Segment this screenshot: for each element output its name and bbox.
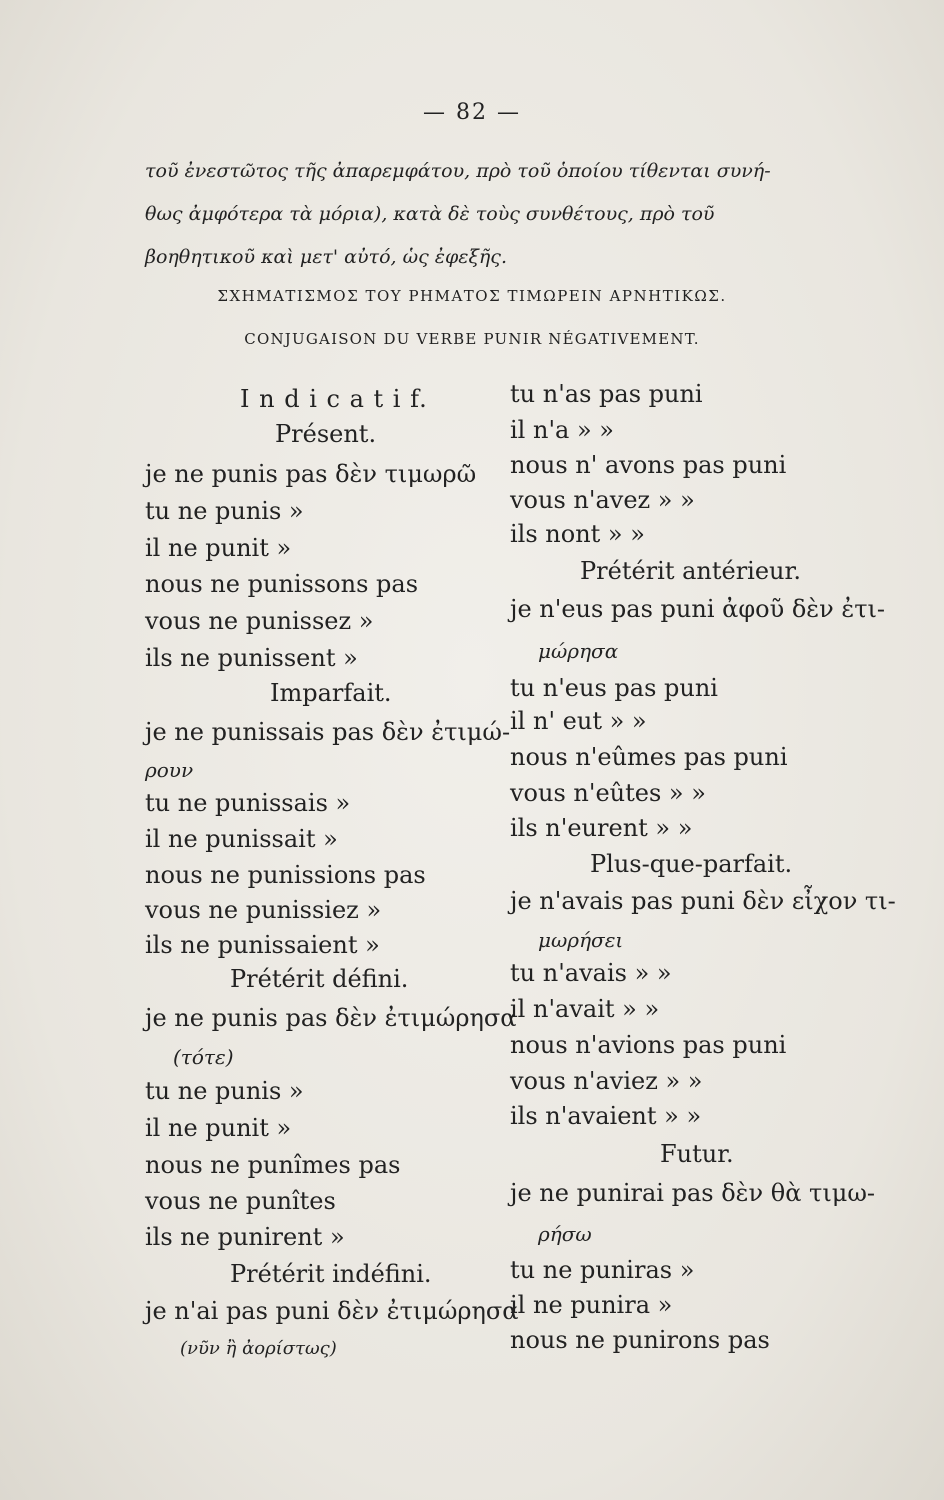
- conjugation-line: je ne punirai pas δὲν θὰ τιμω-: [510, 1179, 876, 1207]
- conjugation-line: il ne punira »: [510, 1291, 673, 1319]
- heading-french: CONJUGAISON DU VERBE PUNIR NÉGATIVEMENT.: [244, 330, 700, 348]
- conjugation-line: je n'eus pas puni ἀφοῦ δὲν ἐτι-: [510, 595, 886, 623]
- conjugation-line: vous ne punissez »: [145, 607, 374, 635]
- conjugation-line: il n'a » »: [510, 416, 614, 444]
- intro-line: θως ἀμφότερα τὰ μόρια), κατὰ δὲ τοὺς συνθέτους, πρὸ τοῦ: [145, 203, 715, 225]
- conjugation-line: il n'avait » »: [510, 995, 660, 1023]
- conjugation-line: tu ne punis »: [145, 497, 304, 525]
- conjugation-line: il ne punit »: [145, 534, 292, 562]
- conjugation-line: μώρησα: [538, 639, 619, 663]
- tense-heading: Prétérit défini.: [230, 965, 409, 993]
- heading-greek: ΣΧΗΜΑΤΙΣΜΟΣ ΤΟΥ ΡΗΜΑΤΟΣ ΤΙΜΩΡΕΙΝ ΑΡΝΗΤΙΚΩΣ.: [217, 287, 727, 305]
- conjugation-line: il n' eut » »: [510, 707, 647, 735]
- conjugation-line: je n'avais pas puni δὲν εἶχον τι-: [510, 887, 896, 915]
- conjugation-line: il ne punissait »: [145, 825, 338, 853]
- intro-line: βοηθητικοῦ καὶ μετ' αὐτό, ὡς ἐφεξῆς.: [145, 246, 507, 268]
- conjugation-line: vous n'eûtes » »: [510, 779, 706, 807]
- conjugation-line: nous ne punîmes pas: [145, 1151, 401, 1179]
- conjugation-line: tu n'eus pas puni: [510, 674, 718, 702]
- conjugation-line: nous n'eûmes pas puni: [510, 743, 788, 771]
- conjugation-line: je n'ai pas puni δὲν ἐτιμώρησα: [145, 1297, 519, 1325]
- conjugation-line: ils n'eurent » »: [510, 814, 693, 842]
- conjugation-line: tu ne punis »: [145, 1077, 304, 1105]
- conjugation-line: (νῦν ἢ ἀορίστως): [180, 1338, 337, 1359]
- tense-heading: Présent.: [275, 420, 377, 448]
- conjugation-line: ils nont » »: [510, 520, 645, 548]
- conjugation-line: je ne punissais pas δὲν ἐτιμώ-: [145, 718, 511, 746]
- conjugation-line: vous ne punissiez »: [145, 896, 382, 924]
- conjugation-line: tu ne puniras »: [510, 1256, 695, 1284]
- tense-heading: Plus-que-parfait.: [590, 850, 793, 878]
- conjugation-line: ils n'avaient » »: [510, 1102, 702, 1130]
- conjugation-line: nous n' avons pas puni: [510, 451, 787, 479]
- tense-heading: Prétérit antérieur.: [580, 557, 801, 585]
- conjugation-line: nous ne punirons pas: [510, 1326, 770, 1354]
- conjugation-line: vous n'avez » »: [510, 486, 695, 514]
- intro-line: τοῦ ἐνεστῶτος τῆς ἀπαρεμφάτου, πρὸ τοῦ ὁποίου τίθενται συνή-: [145, 160, 771, 182]
- conjugation-line: tu n'avais » »: [510, 959, 672, 987]
- conjugation-line: vous ne punîtes: [145, 1187, 336, 1215]
- conjugation-line: je ne punis pas δὲν τιμωρῶ: [145, 460, 477, 488]
- tense-heading: Futur.: [660, 1140, 734, 1168]
- conjugation-line: (τότε): [173, 1045, 234, 1069]
- conjugation-line: tu ne punissais »: [145, 789, 351, 817]
- conjugation-line: nous ne punissions pas: [145, 861, 426, 889]
- tense-heading: Prétérit indéfini.: [230, 1260, 432, 1288]
- page-number: — 82 —: [423, 100, 521, 125]
- conjugation-line: ils ne punissaient »: [145, 931, 380, 959]
- conjugation-line: tu n'as pas puni: [510, 380, 703, 408]
- conjugation-line: ils ne punirent »: [145, 1223, 345, 1251]
- conjugation-line: nous n'avions pas puni: [510, 1031, 787, 1059]
- conjugation-line: il ne punit »: [145, 1114, 292, 1142]
- conjugation-line: μωρήσει: [538, 928, 624, 952]
- conjugation-line: ρουν: [145, 758, 194, 782]
- conjugation-line: nous ne punissons pas: [145, 570, 419, 598]
- conjugation-line: vous n'aviez » »: [510, 1067, 703, 1095]
- tense-heading: Imparfait.: [270, 679, 392, 707]
- conjugation-line: je ne punis pas δὲν ἐτιμώρησα: [145, 1004, 517, 1032]
- conjugation-line: ρήσω: [538, 1222, 592, 1246]
- mood-heading: I n d i c a t i f.: [240, 385, 428, 413]
- conjugation-line: ils ne punissent »: [145, 644, 358, 672]
